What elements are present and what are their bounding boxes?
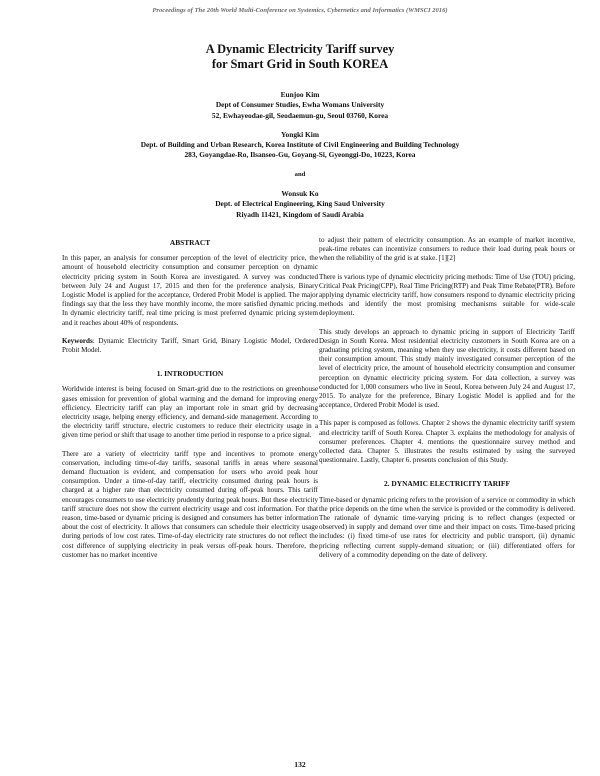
paragraph: Time-based or dynamic pricing refers to the provision of a service or commodity in which the price depends on the time when the service is provided or the commodity is delivered. The rationale of dynamic time-varying pricing is to reflect changes (expected or observed) in supply and demand over time and their impact on costs. Time-based pricing includes: (i) fixed time-of use rates for electricity and public transport, (ii) dynamic pricing reflecting current supply-demand situation; or (iii) differentiated offers for delivery of a commodity depending on the date of delivery. <box>319 495 575 559</box>
title-line-2: for Smart Grid in South KOREA <box>211 57 389 71</box>
paragraph: This paper is composed as follows. Chapter 2 shows the dynamic electricity tariff system and electricity tariff of South Korea. Chapter 3. explains the methodology for analysis of consumer preferences. Chapter 4. mentions the questionnaire survey method and collected data. Chapter 5. illustrates the results estimated by using the surveyed questionnaire. Lastly, Chapter 6. presents conclusion of this Study. <box>319 419 575 465</box>
author-block <box>40 90 560 220</box>
paragraph: Worldwide interest is being focused on Smart-grid due to the restrictions on greenhouse gases emission for prevention of global warming and the demand for improving energy efficiency. Electricity tariff can play an important role in smart grid by decreasing electricity usage, helping energy efficiency, and demand-side management. According to the electricity tariff structure, electric customers to reduce their electricity usage in a given time period or shift that usage to another time period in response to a price signal. <box>62 385 318 440</box>
paragraph: There is various type of dynamic electricity pricing methods: Time of Use (TOU) pricing, Critical Peak Pricing(CPP), Real Time Pricing(RTP) and Peak Time Rebate(PTR). Before applying dynamic electricity tariff, how consumers respond to dynamic electricity pricing methods and identify the most promising mechanisms suitable for wide-scale deployment. <box>319 272 575 318</box>
author-affiliation: Dept. of Electrical Engineering, King Saud University <box>215 199 385 209</box>
keywords-list: : Dynamic Electricity Tariff, Smart Grid, Binary Logistic Model, Ordered Probit Model. <box>62 336 318 355</box>
author-name: Yongki Kim <box>281 129 319 139</box>
paragraph: There are a variety of electricity tariff type and incentives to promote energy conservation, including time-of-day tariffs, seasonal tariffs in areas where seasonal demand fluctuation is evident, and compensation for users who avoid peak hour consumption. Under a time-of-day tariff, electricity consumed during peak hours is charged at a higher rate than electricity consumed during off-peak hours. This tariff encourages consumers to use electricity prudently during peak hours. But these electricity tariff structure does not show the current electricity usage and cost information. For that reason, time-based or dynamic pricing is designed and consumers has better information about the cost of electricity. It allows that consumers can schedule their electricity usage during periods of low cost rates. Time-of-day electricity rate structures do not reflect the cost difference of supplying electricity in peak versus off-peak hours. Therefore, the customer has no market incentive <box>62 449 318 559</box>
author-affiliation: Dept of Consumer Studies, Ewha Womans University <box>215 100 385 110</box>
author-name: Wonsuk Ko <box>281 189 319 199</box>
running-header: Proceedings of The 20th World Multi-Conference on Systemics, Cybernetics and Informatics (WMSCI 2016) <box>152 7 448 14</box>
author-affiliation: Dept. of Building and Urban Research, Korea Institute of Civil Engineering and Building Technology <box>140 140 460 150</box>
author-address: 52, Ewhayeodae-gil, Seodaemun-gu, Seoul 03760, Korea <box>211 110 389 120</box>
keywords <box>62 337 318 355</box>
paragraph: This study develops an approach to dynamic pricing in support of Electricity Tariff Design in South Korea. Most residential electricity customers in South Korea are on a graduating pricing system, meaning when they use electricity, it costs different based on their consumption amount. This study mainly investigated consumer perception of the level of electricity price, the amount of household electricity consumption and consumer perception on dynamic electricity pricing system. For data collection, a survey was conducted for 1,000 consumers who live in Seoul, Korea between July 24 and August 17, 2015. To analyze for the preference, Binary Logistic Model is applied and for the acceptance, Ordered Probit Model is used. <box>319 327 575 410</box>
abstract-heading: ABSTRACT <box>169 238 211 247</box>
author-name: Eunjoo Kim <box>280 90 320 99</box>
right-column <box>319 236 575 569</box>
page-number: 132 <box>294 760 306 769</box>
abstract-text: In this paper, an analysis for consumer perception of the level of electricity price, the amount of household electricity consumption and consumer perception on dynamic electricity pricing system in South Korea are investigated. A survey was conducted between July 24 and August 17, 2015 and then for the preference analysis, Binary Logistic Model is applied for the acceptance, Ordered Probit Model is applied. The major findings say that the less they have monthly income, the more satisfied dynamic pricing. In dynamic electricity tariff, real time pricing is most preferred dynamic pricing system and it reaches about 40% of respondents. <box>62 254 318 327</box>
keywords-label: Keywords <box>62 336 93 345</box>
author-separator: and <box>294 170 306 178</box>
left-column <box>62 236 318 569</box>
paper-title <box>0 42 600 72</box>
paragraph: to adjust their pattern of electricity consumption. As an example of market incentive, peak-time rebates can incentivize consumers to reduce their load during peak hours or when the reliability of the grid is at stake. [1][2] <box>319 236 575 263</box>
author-address: 283, Goyangdae-Ro, Ilsanseo-Gu, Goyang-Si, Gyeonggi-Do, 10223, Korea <box>184 150 416 160</box>
author-address: Riyadh 11421, Kingdom of Saudi Arabia <box>236 209 364 219</box>
section-heading-dynamic-tariff: 2. DYNAMIC ELECTRICITY TARIFF <box>384 479 510 489</box>
section-heading-introduction: 1. INTRODUCTION <box>156 369 224 379</box>
title-line-1: A Dynamic Electricity Tariff survey <box>205 42 395 56</box>
